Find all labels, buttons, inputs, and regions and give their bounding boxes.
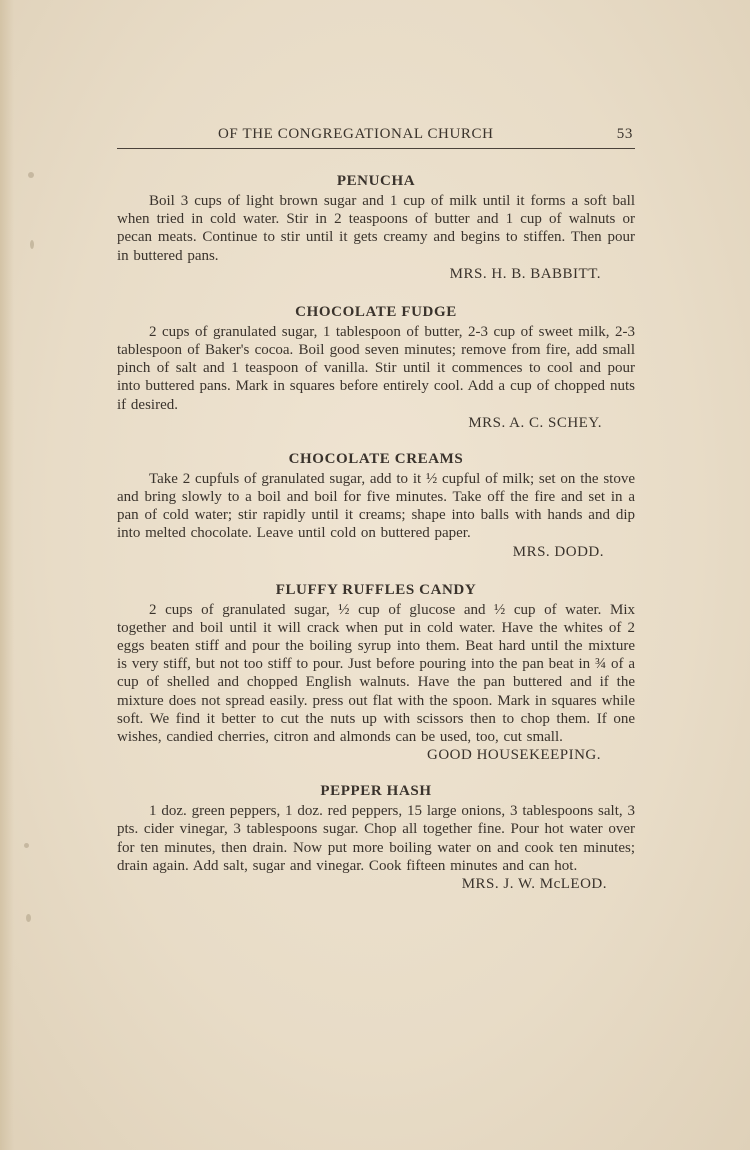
attribution-text: MRS. J. W. McLEOD. [461,876,607,893]
section-gap [117,764,635,780]
page-number: 53 [616,126,633,142]
recipe-body: 1 doz. green peppers, 1 doz. red peppers, 15 large onions, 3 tablespoons salt, 3 pts. cider vinegar, 3 tablespoons sugar. Chop all together fine. Pour hot water over for ten minutes, then drain. Now put more boiling water on and cook ten minutes; drain again. Add salt, sugar and vinegar. Cook fifteen minutes and can hot. [117,803,635,874]
recipe-attribution [117,543,635,561]
recipe-list [117,170,635,893]
paper-spot [24,843,29,848]
recipe-body: 2 cups of granulated sugar, 1 tablespoon of butter, 2-3 cup of sweet milk, 2-3 tablespoon of Baker's cocoa. Boil good seven minutes; remove from fire, add small pinch of salt and 1 teaspoon of vanilla. Stir until it commences to cool and pour into buttered pans. Mark in squares before entirely cool. Add a cup of chopped nuts if desired. [117,323,635,413]
recipe-attribution [117,265,635,283]
attribution-text: MRS. DODD. [512,543,604,560]
recipe-chocolate-fudge [117,301,635,432]
recipe-body: Boil 3 cups of light brown sugar and 1 cup of milk until it forms a soft ball when tried in cold water. Stir in 2 teaspoons of butter and 1 cup of walnuts or pecan meats. Continue to stir until it gets creamy and begins to stiffen. Then pour in buttered pans. [117,193,635,264]
recipe-attribution [117,875,635,893]
recipe-pepper-hash [117,780,635,893]
recipe-chocolate-creams [117,448,635,561]
section-gap [117,283,635,301]
page-edge-shadow [0,0,14,1150]
recipe-fluffy-ruffles-candy [117,579,635,765]
recipe-title: CHOCOLATE CREAMS [288,450,464,467]
header-rule [117,148,635,149]
running-title: OF THE CONGREGATIONAL CHURCH [218,126,494,142]
recipe-attribution [117,746,635,764]
attribution-text: GOOD HOUSEKEEPING. [427,747,601,764]
recipe-body: 2 cups of granulated sugar, ½ cup of glucose and ½ cup of water. Mix together and boil until it will crack when put in cold water. Have the whites of 2 eggs beaten stiff and pour the boiling syrup into them. Beat hard until the mixture is very stiff, but not too stiff to pour. Just before pouring into the pan beat in ¾ of a cup of shelled and chopped English walnuts. Have the pan buttered and if the mixture does not spread easily. press out flat with the spoon. Mark in squares while soft. We find it better to cut the nuts up with scissors then to chop them. If one wishes, candied cherries, citron and almonds can be used, too, cut small. [117,601,635,746]
attribution-text: MRS. H. B. BABBITT. [449,265,601,282]
paper-spot [28,172,34,178]
section-gap [117,432,635,448]
paper-spot [26,914,31,922]
recipe-title: FLUFFY RUFFLES CANDY [275,581,477,598]
recipe-title: PEPPER HASH [320,783,432,800]
recipe-attribution [117,414,635,432]
section-gap [117,561,635,579]
running-header [117,124,635,146]
attribution-text: MRS. A. C. SCHEY. [468,414,602,431]
recipe-body: Take 2 cupfuls of granulated sugar, add to it ½ cupful of milk; set on the stove and bring slowly to a boil and boil for five minutes. Take off the fire and set in a pan of cold water; stir rapidly until it creams; shape into balls with hands and dip into melted chocolate. Leave until cold on buttered paper. [117,470,635,542]
recipe-title: PENUCHA [336,173,416,189]
recipe-title: CHOCOLATE FUDGE [295,303,457,320]
recipe-penucha [117,170,635,283]
paper-spot [30,240,34,249]
